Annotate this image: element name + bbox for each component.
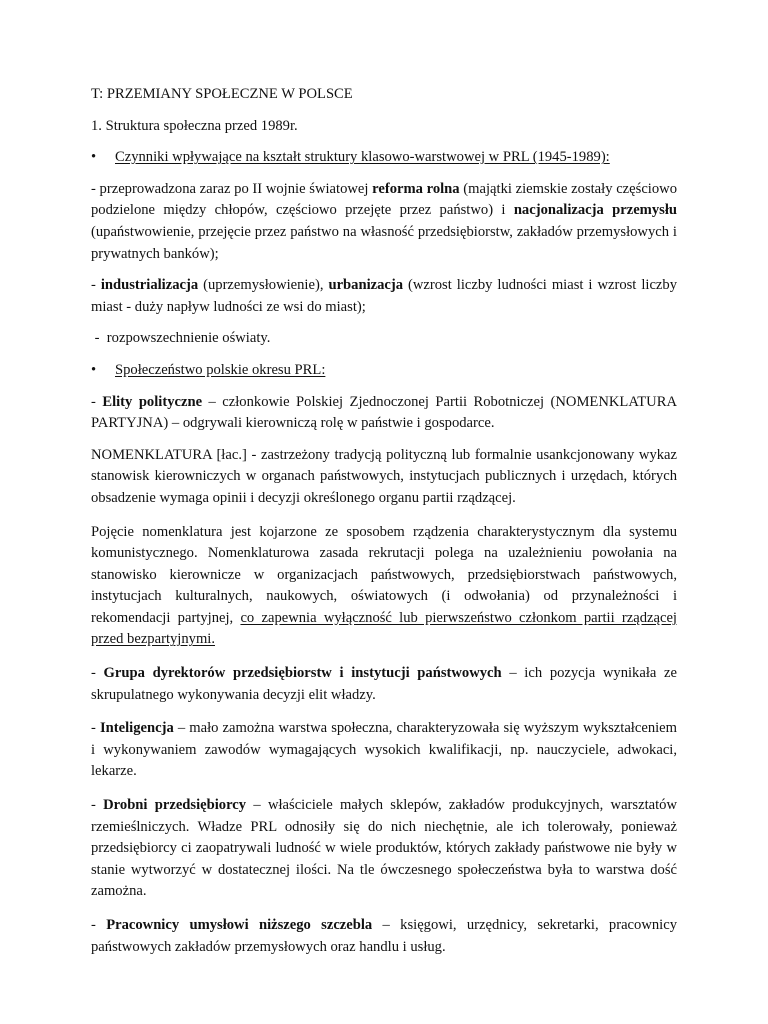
paragraph-oswiata: - rozpowszechnienie oświaty. [91, 330, 271, 347]
bullet-icon: • [91, 149, 97, 166]
section-subtitle: 1. Struktura społeczna przed 1989r. [91, 117, 298, 134]
bullet-heading-factors [91, 147, 677, 169]
paragraph-elity: - Elity polityczne – członkowie Polskiej Zjednoczonej Partii Robotniczej (NOMENKLATURA PARTYJNA) – odgrywali kierowniczą rolę w państwie i gospodarce. [91, 393, 677, 432]
paragraph-reforma: - przeprowadzona zaraz po II wojnie światowej reforma rolna (majątki ziemskie zostały częściowo podzielone między chłopów, częściowo przejęte przez państwo) i nacjonalizacja przemysłu (upaństwowienie, przejęcie przez państwo na własność przedsiębiorstw, zakładów przemysłowych i prywatnych banków); [91, 180, 677, 262]
society-heading: Społeczeństwo polskie okresu PRL: [115, 361, 326, 378]
bullet-icon: • [91, 361, 97, 378]
term-nacjonalizacja: nacjonalizacja przemysłu [513, 202, 677, 219]
term-urbanizacja: urbanizacja [328, 277, 404, 294]
paragraph-pojecie-nomenklatura: Pojęcie nomenklatura jest kojarzone ze sposobem rządzenia charakterystycznym dla systemu komunistycznego. Nomenklaturowa zasada rekrutacji polega na uzależnieniu powołania na stanowisko kierownicze w organizacjach państwowych, przedsiębiorstwach państwowych, instytucjach kulturalnych, naukowych, oświatowych (i odwołania) od przynależności i rekomendacji partyjnej, co zapewnia wyłączność lub pierwszeństwo członkom partii rządzącej przed bezpartyjnymi. [91, 523, 677, 648]
paragraph-industrializacja: - industrializacja (uprzemysłowienie), urbanizacja (wzrost liczby ludności miast i wzrost liczby miast - duży napływ ludności ze wsi do miast); [91, 277, 677, 315]
term-pracownicy-umyslowi: Pracownicy umysłowi niższego szczebla [106, 917, 373, 933]
term-elity-polityczne: Elity polityczne [102, 393, 203, 410]
term-inteligencja: Inteligencja [99, 720, 174, 737]
page-title: T: PRZEMIANY SPOŁECZNE W POLSCE [91, 86, 353, 102]
paragraph-dyrektorzy: - Grupa dyrektorów przedsiębiorstw i instytucji państwowych – ich pozycja wynikała ze skrupulatnego wykonywania decyzji elit władzy. [91, 665, 677, 703]
term-reforma-rolna: reforma rolna [372, 180, 460, 197]
paragraph-drobni-przedsiebiorcy: - Drobni przedsiębiorcy – właściciele małych sklepów, zakładów produkcyjnych, warsztatów rzemieślniczych. Władze PRL odnosiły się do nich niechętnie, ale ich tolerowały, ponieważ przedsiębiorcy ci zaopatrywali ludność w wiele produktów, których zakłady państwowe nie były w stanie wytworzyć w dostatecznej ilości. Na tle ówczesnego społeczeństwa była to warstwa dość zamożna. [91, 797, 677, 900]
paragraph-pracownicy: - Pracownicy umysłowi niższego szczebla – księgowi, urzędnicy, sekretarki, pracownicy państwowych zakładów przemysłowych oraz handlu i usług. [91, 917, 677, 955]
term-drobni-przedsiebiorcy: Drobni przedsiębiorcy [103, 797, 247, 814]
bullet-heading-society [91, 360, 677, 382]
term-grupa-dyrektorow: Grupa dyrektorów przedsiębiorstw i instytucji państwowych [103, 665, 502, 682]
document-content [91, 84, 677, 958]
paragraph-nomenklatura-definition: NOMENKLATURA [łac.] - zastrzeżony tradycją polityczną lub formalnie usankcjonowany wykaz stanowisk kierowniczych w organach państwowych, instytucjach publicznych i urzędach, których obsadzenie wymaga opinii i decyzji określonego organu partii rządzącej. [91, 446, 677, 506]
factors-heading: Czynniki wpływające na kształt struktury klasowo-warstwowej w PRL (1945-1989): [115, 149, 610, 166]
paragraph-inteligencja: - Inteligencja – mało zamożna warstwa społeczna, charakteryzowała się wyższym wykształceniem i wykonywaniem zawodów wymagających wysokich kwalifikacji, np. nauczyciele, adwokaci, lekarze. [91, 720, 678, 780]
term-industrializacja: industrializacja [100, 277, 199, 294]
underlined-phrase: co zapewnia wyłączność lub pierwszeństwo członkom partii rządzącej przed bezpartyjnymi. [91, 609, 677, 648]
